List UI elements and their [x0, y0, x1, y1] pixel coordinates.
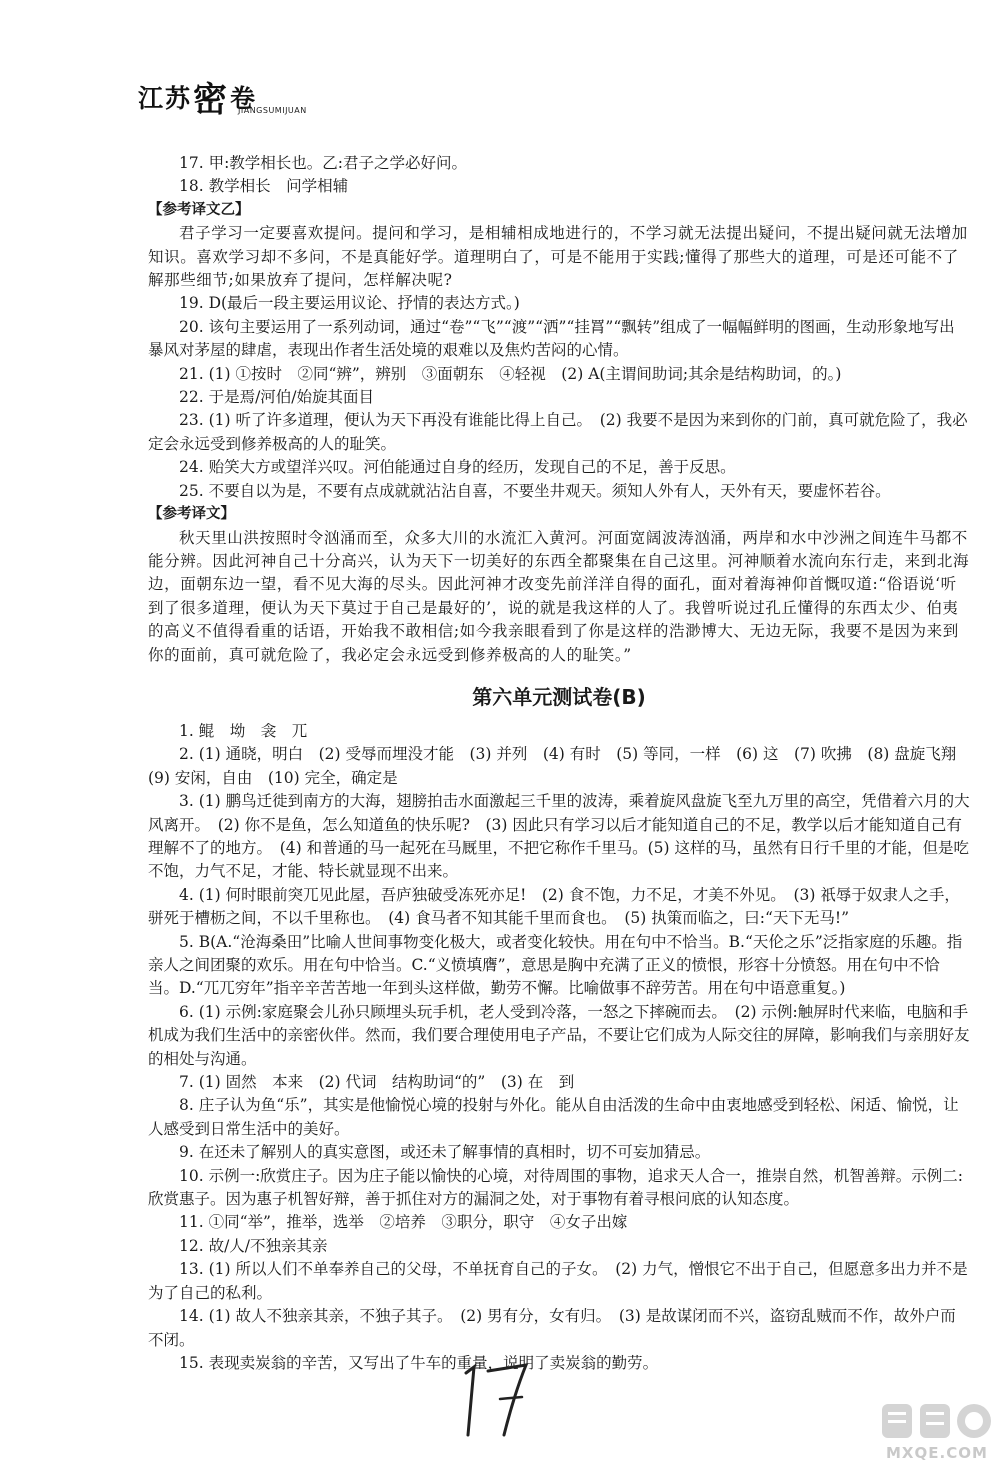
section-a [148, 152, 970, 667]
answer-item: 20. 该句主要运用了一系列动词，通过“卷”“飞”“渡”“洒”“挂罥”“飘转”组成了一幅幅鲜明的图画，生动形象地写出暴风对茅屋的肆虐，表现出作者生活处境的艰难以及焦灼苦闷的心情。 [148, 317, 955, 360]
answer-item: 24. 贻笑大方或望洋兴叹。河伯能通过自身的经历，发现自己的不足，善于反思。 [179, 458, 736, 477]
answer-item: 4. (1) 何时眼前突兀见此屋，吾庐独破受冻死亦足! (2) 食不饱，力不足，才美不外见。 (3) 祇辱于奴隶人之手，骈死于槽枥之间，不以千里称也。 (4) 食马者不知其能千里而食也。 (5) 执策而临之，曰:“天下无马!” [148, 885, 960, 928]
brand-logo [138, 62, 307, 120]
brand-title: 江苏密卷 [138, 80, 258, 120]
section-b [148, 720, 970, 1375]
answer-item: 8. 庄子认为鱼“乐”，其实是他愉悦心境的投射与外化。能从自由活泼的生命中由衷地感受到轻松、闲适、愉悦，让人感受到日常生活中的美好。 [148, 1096, 959, 1138]
answer-item: 15. 表现卖炭翁的辛苦，又写出了牛车的重量，说明了卖炭翁的勤劳。 [179, 1353, 659, 1372]
reference-heading: 【参考译文】 [148, 506, 235, 523]
section-title: 第六单元测试卷(B) [472, 684, 646, 709]
answer-item: 12. 故/人/不独亲其亲 [179, 1236, 328, 1255]
answer-item: 23. (1) 听了许多道理，便认为天下再没有谁能比得上自己。 (2) 我要不是因为来到你的门前，真可就危险了，我必定会永远受到修养极高的人的耻笑。 [148, 411, 968, 453]
answer-item: 7. (1) 固然 本来 (2) 代词 结构助词“的” (3) 在 到 [179, 1073, 575, 1092]
reference-heading: 【参考译文乙】 [148, 201, 250, 218]
answer-item: 19. D(最后一段主要运用议论、抒情的表达方式。) [179, 294, 520, 313]
watermark [880, 1400, 995, 1470]
answer-content [148, 152, 970, 1375]
reference-translation: 秋天里山洪按照时令汹涌而至，众多大川的水流汇入黄河。河面宽阔波涛汹涌，两岸和水中沙洲之间连牛马都不能分辨。因此河神自己十分高兴，认为天下一切美好的东西全都聚集在自己这里。河神顺着水流向东行走，来到北海边，面朝东边一望，看不见大海的尽头。因此河神才改变先前洋洋自得的面孔，面对着海神仰首慨叹道:“俗语说‘听到了很多道理，便认为天下莫过于自己是最好的’，说的就是我这样的人了。我曾听说过孔丘懂得的东西太少、伯夷的高义不值得看重的话语，开始我不敢相信;如今我亲眼看到了你是这样的浩渺博大、无边无际，我要不是因为来到你的面前，真可就危险了，我必定会永远受到修养极高的人的耻笑。” [148, 528, 970, 664]
answer-item: 14. (1) 故人不独亲其亲，不独子其子。 (2) 男有分，女有归。 (3) 是故谋闭而不兴，盗窃乱贼而不作，故外户而不闭。 [148, 1307, 956, 1349]
answer-item: 1. 鲲 坳 衾 兀 [179, 721, 308, 740]
answer-item: 25. 不要自以为是，不要有点成就就沾沾自喜，不要坐井观天。须知人外有人，天外有天，要虚怀若谷。 [179, 481, 891, 500]
answer-item: 2. (1) 通晓，明白 (2) 受辱而埋没才能 (3) 并列 (4) 有时 (5) 等同，一样 (6) 这 (7) 吹拂 (8) 盘旋飞翔 (9) 安闲，自由 (10) 完全，确定是 [148, 745, 972, 787]
answer-item: 10. 示例一:欣赏庄子。因为庄子能以愉快的心境，对待周围的事物，追求天人合一，推崇自然，机智善辩。示例二:欣赏惠子。因为惠子机智好辩，善于抓住对方的漏洞之处，对于事物有着寻根问底的认知态度。 [148, 1166, 964, 1209]
answer-item: 22. 于是焉/河伯/始旋其面目 [179, 388, 375, 407]
answer-item: 6. (1) 示例:家庭聚会儿孙只顾埋头玩手机，老人受到冷落，一怒之下摔碗而去。 (2) 示例:触屏时代来临，电脑和手机成为我们生活中的亲密伙伴。然而，我们要合理使用电子产品，不要让它们成为人际交往的屏障，影响我们与亲朋好友的相处与沟通。 [148, 1002, 970, 1068]
watermark-logo [880, 1400, 995, 1442]
answer-item: 9. 在还未了解别人的真实意图，或还未了解事情的真相时，切不可妄加猜忌。 [179, 1143, 711, 1162]
answer-item: 17. 甲:教学相长也。乙:君子之学必好问。 [179, 154, 468, 172]
answer-item: 21. (1) ①按时 ②同“辨”，辨别 ③面朝东 ④轻视 (2) A(主谓间助词;其余是结构助词，的。) [179, 364, 842, 383]
answer-item: 11. ①同“举”，推举，选举 ②培养 ③职分，职守 ④女子出嫁 [179, 1213, 628, 1232]
handwritten-page-number [456, 1355, 536, 1445]
answer-item: 18. 教学相长 问学相辅 [179, 177, 349, 196]
brand-pinyin: JIANGSUMIJUAN [238, 106, 307, 115]
reference-translation: 君子学习一定要喜欢提问。提问和学习，是相辅相成地进行的，不学习就无法提出疑问，不提出疑问就无法增加知识。喜欢学习却不多问，不是真能好学。道理明白了，可是不能用于实践;懂得了那些大的道理，可是还可能不了解那些细节;如果放弃了提问，怎样解决呢? [148, 224, 968, 290]
answer-item: 3. (1) 鹏鸟迁徙到南方的大海，翅膀拍击水面激起三千里的波涛，乘着旋风盘旋飞至九万里的高空，凭借着六月的大风离开。 (2) 你不是鱼，怎么知道鱼的快乐呢? (3) 因此只有学习以后才能知道自己的不足，教学以后才能知道自己有理解不了的地方。 (4) 和普通的马一起死在马厩里，不把它称作千里马。(5) 这样的马，虽然有日行千里的才能，但是吃不饱，力气不足，才能、特长就显现不出来。 [148, 792, 970, 881]
answer-item: 5. B(A.“沧海桑田”比喻人世间事物变化极大，或者变化较快。用在句中不恰当。B.“天伦之乐”泛指家庭的乐趣。指亲人之间团聚的欢乐。用在句中恰当。C.“义愤填膺”，意思是胸中充满了正义的愤恨，形容十分愤怒。用在句中不恰当。D.“兀兀穷年”指辛辛苦苦地一年到头这样做，勤劳不懈。比喻做事不辞劳苦。用在句中语意重复。) [148, 932, 963, 998]
watermark-url: MXQE.COM [886, 1444, 988, 1462]
answer-item: 13. (1) 所以人们不单奉养自己的父母，不单抚育自己的子女。 (2) 力气，憎恨它不出于自己，但愿意多出力并不是为了自己的私利。 [148, 1260, 968, 1302]
